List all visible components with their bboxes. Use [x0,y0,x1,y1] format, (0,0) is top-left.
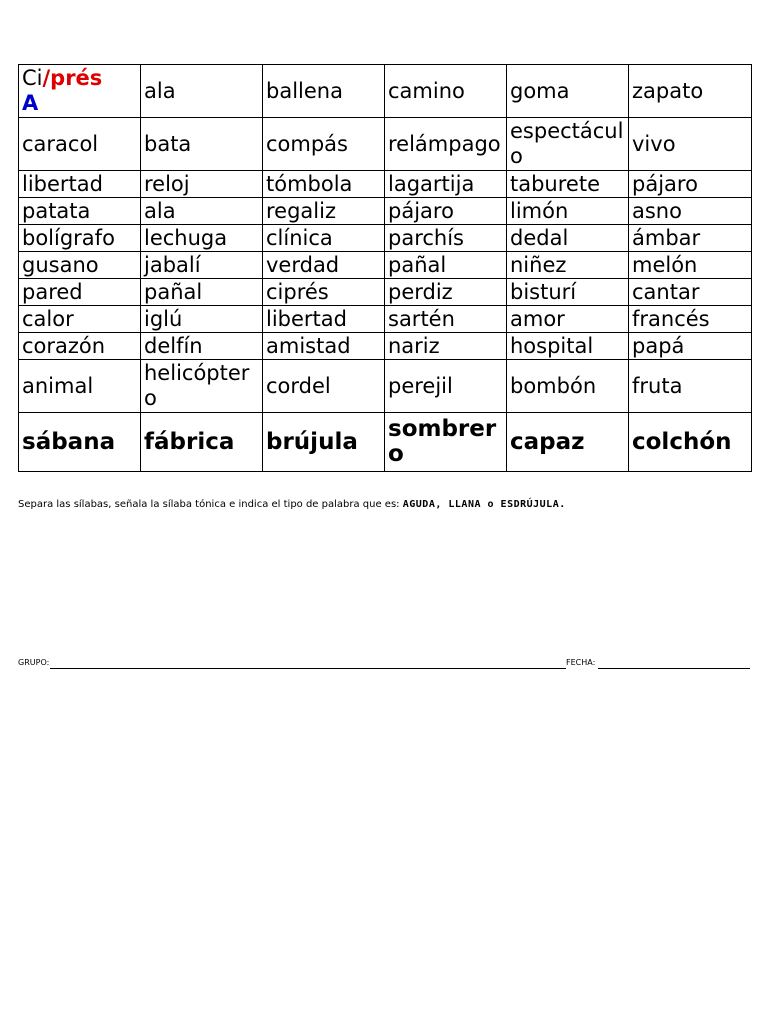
table-row [19,360,752,413]
table-row [19,118,752,171]
word-cell: zapato [629,65,752,118]
group-field-line[interactable] [50,668,566,669]
example-syllable-1: Ci [22,66,43,90]
word-cell: pájaro [385,198,507,225]
word-cell: melón [629,252,752,279]
word-cell: jabalí [141,252,263,279]
word-cell: niñez [507,252,629,279]
word-cell: regaliz [263,198,385,225]
word-cell: sábana [19,413,141,472]
word-cell: capaz [507,413,629,472]
footer-fields [18,657,750,671]
word-cell: nariz [385,333,507,360]
word-cell: bombón [507,360,629,413]
instruction-word-types: AGUDA, LLANA o ESDRÚJULA. [402,499,566,510]
word-cell: brújula [263,413,385,472]
word-cell: perdiz [385,279,507,306]
word-cell: perejil [385,360,507,413]
word-cell: ala [141,198,263,225]
word-cell: compás [263,118,385,171]
word-cell: iglú [141,306,263,333]
word-cell: helicóptero [141,360,263,413]
word-cell: caracol [19,118,141,171]
table-row [19,279,752,306]
word-cell: pájaro [629,171,752,198]
word-cell: dedal [507,225,629,252]
word-cell: verdad [263,252,385,279]
word-cell: colchón [629,413,752,472]
word-cell: animal [19,360,141,413]
group-label: GRUPO: [18,658,50,667]
word-cell: amistad [263,333,385,360]
word-cell: pañal [385,252,507,279]
word-cell: francés [629,306,752,333]
word-cell: vivo [629,118,752,171]
instruction-main: Separa las sílabas, señala la sílaba tónica e indica el tipo de palabra que es: [18,499,400,510]
table-row [19,252,752,279]
word-cell: relámpago [385,118,507,171]
table-row [19,306,752,333]
word-cell: ámbar [629,225,752,252]
word-cell: cordel [263,360,385,413]
table-row [19,171,752,198]
table-row [19,65,752,118]
word-cell: gusano [19,252,141,279]
word-cell: goma [507,65,629,118]
word-cell: taburete [507,171,629,198]
word-cell: libertad [19,171,141,198]
word-cell: asno [629,198,752,225]
word-cell: clínica [263,225,385,252]
word-cell: bolígrafo [19,225,141,252]
word-cell: delfín [141,333,263,360]
word-cell: ballena [263,65,385,118]
example-tonic-syllable: prés [50,66,103,90]
word-cell: bisturí [507,279,629,306]
word-cell: sombrero [385,413,507,472]
word-cell: patata [19,198,141,225]
date-field-line[interactable] [598,668,750,669]
word-cell: espectáculo [507,118,629,171]
word-cell: libertad [263,306,385,333]
word-cell: pañal [141,279,263,306]
word-cell: fruta [629,360,752,413]
word-cell: tómbola [263,171,385,198]
word-cell: fábrica [141,413,263,472]
table-row [19,413,752,472]
word-cell: parchís [385,225,507,252]
table-row [19,333,752,360]
word-cell: lechuga [141,225,263,252]
word-cell: papá [629,333,752,360]
word-cell: amor [507,306,629,333]
table-row [19,198,752,225]
example-cell [19,65,141,118]
word-cell: sartén [385,306,507,333]
word-cell: calor [19,306,141,333]
date-label: FECHA: [566,658,596,667]
word-cell: lagartija [385,171,507,198]
example-separator: / [42,66,51,90]
word-cell: ciprés [263,279,385,306]
word-cell: pared [19,279,141,306]
instruction-text [18,498,758,512]
word-cell: limón [507,198,629,225]
word-cell: camino [385,65,507,118]
word-cell: ala [141,65,263,118]
word-cell: bata [141,118,263,171]
word-cell: cantar [629,279,752,306]
word-cell: reloj [141,171,263,198]
table-row [19,225,752,252]
example-type-letter: A [22,91,39,115]
word-cell: corazón [19,333,141,360]
word-cell: hospital [507,333,629,360]
word-table [18,64,752,472]
